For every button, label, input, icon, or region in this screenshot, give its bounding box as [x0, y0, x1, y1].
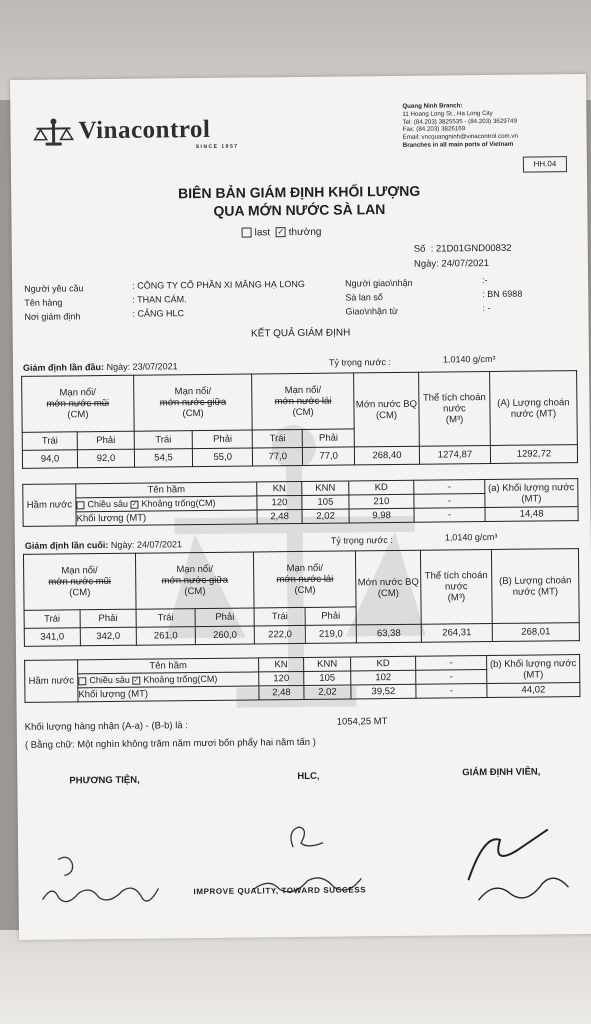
fore-header: Mạn nổi/ mớn nước mũi (CM) — [22, 375, 134, 432]
fore-left-value: 94,0 — [22, 450, 77, 469]
right-label: Phải — [192, 430, 252, 449]
lot-a-value: 1292,72 — [490, 445, 577, 464]
place-value: : CẢNG HLC — [132, 308, 185, 319]
mid-left-value: 54,5 — [134, 449, 193, 468]
summary-value: 1054,25 MT — [336, 716, 388, 728]
last-hold-table — [24, 654, 580, 703]
logo-since: SINCE 1957 — [195, 143, 239, 151]
aft-header: Mạn nổi/ mớn nước lái (CM) — [254, 551, 356, 608]
weight-kn: 2,48 — [257, 509, 302, 523]
depth-ullage-cell: Chiều sâu ✓ Khoảng trống(CM) — [78, 672, 259, 688]
volume-value: 1274,87 — [419, 445, 490, 464]
aft-right-value: 219,0 — [305, 625, 356, 644]
first-density-label: Tỷ trọng nước : — [328, 357, 391, 368]
left-label: Trái — [136, 609, 195, 628]
water-a-value: 14,48 — [485, 507, 578, 522]
summary-words: ( Bằng chữ: Một nghìn không trăm năm mươi bốn phẩy hai năm tấn ) — [24, 736, 316, 751]
document-page — [10, 74, 591, 940]
hold-name-header: Tên hầm — [78, 658, 259, 674]
lot-b-header: (B) Lượng choán nước (MT) — [491, 549, 579, 624]
signature-surveyor-icon — [438, 809, 589, 911]
barge-label: Sà lan số — [345, 292, 383, 303]
kd-value: 102 — [351, 670, 416, 685]
kn-header: KN — [257, 481, 302, 495]
requester-label: Người yêu cầu — [24, 283, 84, 294]
knn-value: 105 — [302, 495, 349, 509]
fore-right-value: 342,0 — [80, 627, 136, 646]
volume-value: 264,31 — [421, 623, 492, 642]
knn-header: KNN — [302, 481, 349, 495]
depth-ullage-cell: Chiều sâu ✓ Khoảng trống(CM) — [76, 496, 257, 512]
last-checkbox — [242, 228, 252, 238]
doc-number-value: : 21D01GND00832 — [430, 242, 512, 255]
fore-header: Mạn nổi/ mớn nước mũi (CM) — [23, 553, 135, 610]
left-label: Trái — [24, 610, 80, 629]
weight-kn: 2,48 — [259, 685, 304, 699]
requester-value: : CÔNG TY CỔ PHẦN XI MĂNG HẠ LONG — [132, 278, 305, 291]
form-code: HH.04 — [523, 156, 567, 172]
survey-type-options — [242, 227, 322, 239]
right-label: Phải — [303, 429, 355, 448]
kn-header: KN — [259, 657, 304, 671]
lot-b-value: 268,01 — [492, 623, 579, 642]
first-density-value: 1,0140 g/cm³ — [442, 353, 496, 365]
doc-date — [414, 258, 489, 270]
water-b-value: 44,02 — [487, 683, 580, 698]
place-label: Nơi giám định — [24, 311, 81, 322]
mid-right-value: 55,0 — [193, 448, 253, 467]
lot-a-header: (A) Lượng choán nước (MT) — [490, 371, 578, 446]
water-b-header: (b) Khối lượng nước (MT) — [487, 655, 580, 684]
goods-value: : THAN CÁM. — [132, 294, 187, 305]
kn-value: 120 — [257, 495, 302, 509]
first-draft-table — [21, 370, 578, 469]
last-draft-table — [23, 548, 580, 647]
summary-line: Khối lượng hàng nhận (A-a) - (B-b) là : — [24, 720, 188, 733]
from-value: : - — [482, 302, 491, 314]
first-survey-heading — [23, 361, 178, 373]
hold-label: Hầm nước — [23, 484, 76, 527]
mean-header: Mớn nước BQ (CM) — [354, 372, 420, 447]
left-label: Trái — [134, 431, 193, 450]
knn-header: KNN — [304, 657, 351, 671]
aft-left-value: 222,0 — [255, 625, 306, 644]
mid-left-value: 261,0 — [136, 627, 195, 646]
dash-cell: - — [414, 494, 485, 509]
last-survey-title: Giám định lần cuối: — [24, 539, 109, 551]
vinacontrol-logo-icon — [32, 117, 74, 147]
kd-header: KD — [351, 656, 416, 671]
dash-cell: - — [416, 656, 487, 671]
aft-right-value: 77,0 — [303, 447, 355, 466]
branch-tel: Tel: (84.203) 3825535 - (84.203) 3629749 — [402, 117, 518, 126]
left-label: Trái — [252, 429, 302, 448]
right-label: Phải — [80, 609, 136, 628]
barge-value: : BN 6988 — [482, 288, 523, 300]
doc-number-label: Số — [413, 243, 426, 255]
signature-surveyor: GIÁM ĐỊNH VIÊN, — [462, 766, 541, 779]
last-density-label: Tỷ trọng nước : — [330, 535, 393, 546]
regular-checkbox: ✓ — [277, 227, 285, 237]
regular-option-label: thường — [288, 226, 322, 239]
goods-label: Tên hàng — [24, 297, 63, 308]
last-survey-heading — [25, 539, 182, 551]
branch-address: 11 Hoang Long St., Ha Long City — [402, 109, 493, 118]
mean-value: 63,38 — [356, 624, 421, 643]
fore-right-value: 92,0 — [78, 449, 135, 468]
volume-header: Thể tích choán nước (M³) — [420, 549, 492, 624]
weight-label: Khối lượng (MT) — [76, 510, 257, 526]
left-label: Trái — [22, 432, 77, 451]
kd-header: KD — [349, 480, 414, 495]
doc-number — [414, 243, 512, 255]
left-label: Trái — [254, 607, 305, 626]
first-survey-title: Giám định lần đầu: — [22, 362, 105, 373]
mid-header: Mạn nổi/ mớn nước giữa (CM) — [135, 552, 254, 609]
kd-value: 210 — [349, 494, 414, 509]
last-option-label: last — [254, 227, 271, 239]
right-label: Phải — [305, 607, 356, 626]
first-survey-date: Ngày: 23/07/2021 — [106, 361, 178, 373]
hold-name-header: Tên hầm — [76, 482, 257, 498]
deliver-label: Người giao\nhận — [345, 277, 413, 289]
fore-left-value: 341,0 — [24, 628, 80, 647]
signature-vehicle-icon — [38, 848, 169, 919]
mid-header: Mạn nổi/ mớn nước giữa (CM) — [133, 374, 252, 431]
last-survey-date: Ngày: 24/07/2021 — [110, 539, 183, 550]
volume-header: Thể tích choán nước (M³) — [419, 371, 491, 446]
aft-header: Mạn nổi/ mớn nước lái (CM) — [252, 373, 354, 430]
signature-hlc: HLC, — [297, 770, 320, 783]
branch-note: Branches in all main ports of Vietnam — [402, 140, 514, 149]
mid-right-value: 260,0 — [195, 626, 254, 645]
mean-header: Mớn nước BQ (CM) — [355, 550, 421, 625]
branch-name: Quang Ninh Branch: — [402, 102, 463, 110]
doc-date-value: 24/07/2021 — [441, 257, 490, 270]
background-bottom — [0, 930, 591, 1024]
signature-vehicle: PHƯƠNG TIỆN, — [69, 774, 140, 787]
weight-knn: 2,02 — [302, 509, 349, 523]
water-a-header: (a) Khối lượng nước (MT) — [485, 479, 578, 508]
slogan: IMPROVE QUALITY, TOWARD SUCCESS — [193, 885, 367, 897]
from-label: Giao\nhận từ — [345, 305, 399, 317]
mean-value: 268,40 — [354, 446, 419, 465]
dash-cell: - — [414, 508, 485, 523]
last-density-value: 1,0140 g/cm³ — [444, 531, 498, 543]
right-label: Phải — [195, 608, 254, 627]
weight-knn: 2,02 — [304, 685, 351, 699]
weight-kd: 39,52 — [351, 684, 416, 699]
document-subtitle: QUA MỚN NƯỚC SÀ LAN — [213, 201, 386, 219]
branch-fax: Fax: (84.203) 3826169 — [402, 125, 466, 134]
aft-left-value: 77,0 — [253, 447, 303, 466]
dash-cell: - — [416, 670, 487, 685]
right-label: Phải — [77, 431, 134, 450]
hold-label: Hầm nước — [25, 660, 78, 703]
dash-cell: - — [416, 684, 487, 699]
branch-info — [402, 102, 518, 150]
result-title: KẾT QUẢ GIÁM ĐỊNH — [250, 327, 351, 340]
dash-cell: - — [414, 480, 485, 495]
company-logo-text: Vinacontrol — [78, 115, 211, 145]
document-title: BIÊN BẢN GIÁM ĐỊNH KHỐI LƯỢNG — [178, 182, 421, 202]
knn-value: 105 — [304, 671, 351, 685]
deliver-value: :- — [482, 275, 488, 286]
doc-date-label: Ngày: — [413, 258, 439, 270]
first-hold-table — [22, 478, 578, 527]
branch-email: Email: vncquangninh@vinacontrol.com.vn — [402, 132, 518, 142]
kn-value: 120 — [259, 671, 304, 685]
weight-label: Khối lượng (MT) — [78, 686, 259, 702]
weight-kd: 9,98 — [349, 508, 414, 523]
